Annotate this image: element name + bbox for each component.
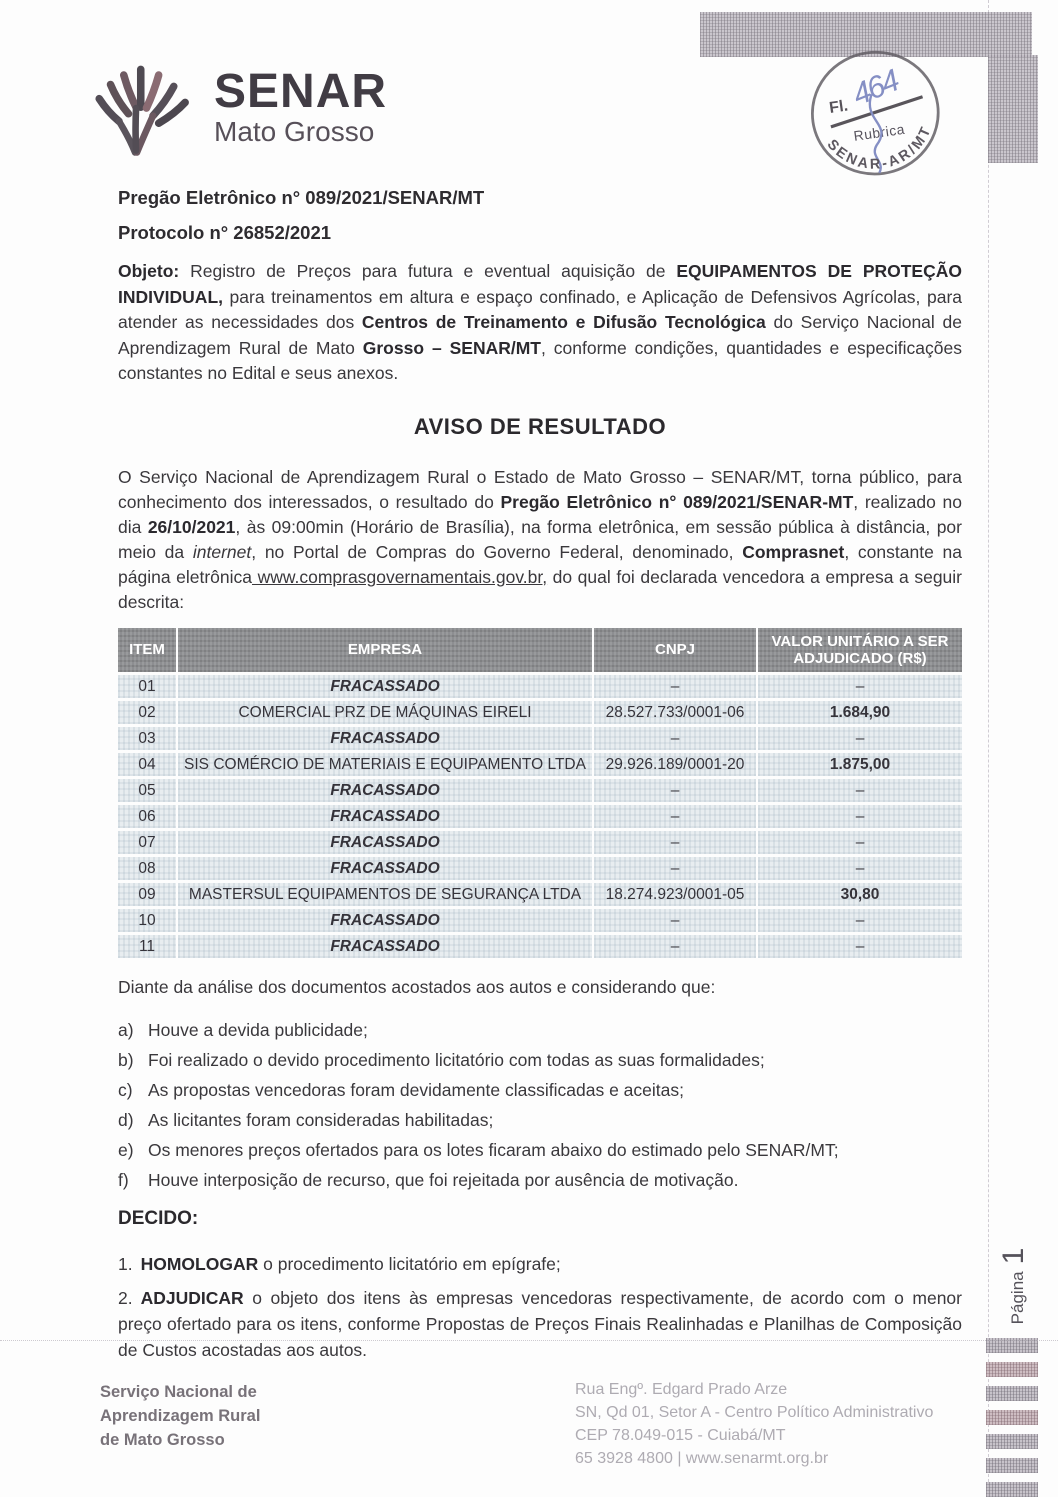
valor-cell: 30,80 xyxy=(758,883,962,906)
item-cell: 08 xyxy=(118,857,176,880)
valor-cell: 1.684,90 xyxy=(758,701,962,724)
table-row xyxy=(118,857,962,880)
pregao-header-line: Pregão Eletrônico n° 089/2021/SENAR/MT xyxy=(118,187,485,208)
cnpj-cell: – xyxy=(594,831,756,854)
empresa-cell: FRACASSADO xyxy=(178,779,592,802)
scan-artifact-bars xyxy=(986,1338,1038,1497)
valor-cell: – xyxy=(758,779,962,802)
item-cell: 06 xyxy=(118,805,176,828)
item-cell: 03 xyxy=(118,727,176,750)
stamp-handwritten-number: 464 xyxy=(847,62,903,113)
cnpj-cell: – xyxy=(594,857,756,880)
valor-cell: – xyxy=(758,935,962,958)
results-table xyxy=(116,625,964,961)
item-cell: 09 xyxy=(118,883,176,906)
decision-item: 1. HOMOLOGAR o procedimento licitatório em epígrafe; xyxy=(118,1254,561,1274)
table-row xyxy=(118,701,962,724)
table-row xyxy=(118,753,962,776)
empresa-cell: FRACASSADO xyxy=(178,909,592,932)
table-row xyxy=(118,935,962,958)
empresa-cell: MASTERSUL EQUIPAMENTOS DE SEGURANÇA LTDA xyxy=(178,883,592,906)
item-cell: 05 xyxy=(118,779,176,802)
consideration-item: c) As propostas vencedoras foram devidamente classificadas e aceitas; xyxy=(118,1080,684,1100)
empresa-cell: FRACASSADO xyxy=(178,805,592,828)
decido-heading: DECIDO: xyxy=(118,1208,199,1229)
valor-cell: – xyxy=(758,805,962,828)
empresa-cell: FRACASSADO xyxy=(178,675,592,698)
empresa-cell: FRACASSADO xyxy=(178,727,592,750)
page-number-value: 1 xyxy=(997,1247,1030,1265)
stamp-org-arc-text: SENAR-AR/MT xyxy=(823,122,936,173)
table-row xyxy=(118,883,962,906)
cnpj-cell: 18.274.923/0001-05 xyxy=(594,883,756,906)
protocolo-header-line: Protocolo n° 26852/2021 xyxy=(118,222,332,243)
table-row xyxy=(118,727,962,750)
consideration-item: b) Foi realizado o devido procedimento licitatório com todas as suas formalidades; xyxy=(118,1050,765,1070)
item-cell: 01 xyxy=(118,675,176,698)
valor-cell: – xyxy=(758,909,962,932)
consideration-item: a) Houve a devida publicidade; xyxy=(118,1020,368,1040)
consideration-item: d) As licitantes foram consideradas habilitadas; xyxy=(118,1110,494,1130)
empresa-cell: FRACASSADO xyxy=(178,857,592,880)
cnpj-cell: 29.926.189/0001-20 xyxy=(594,753,756,776)
decision-item: 2. ADJUDICAR o objeto dos itens às empresas vencedoras respectivamente, de acordo com o menor preço ofertado para os itens, conforme Propostas de Preços Finais Realinhadas e Planilhas de Composição de Custos acostadas aos autos. xyxy=(118,1288,962,1360)
logo-subtitle: Mato Grosso xyxy=(214,116,375,147)
col-header-empresa: EMPRESA xyxy=(178,628,592,672)
page-number xyxy=(988,1232,1040,1340)
item-cell: 10 xyxy=(118,909,176,932)
valor-cell: – xyxy=(758,857,962,880)
cnpj-cell: – xyxy=(594,675,756,698)
objeto-paragraph: Objeto: Registro de Preços para futura e eventual aquisição de EQUIPAMENTOS DE PROTEÇÃO INDIVIDUAL, para treinamentos em altura e espaço confinado, e Aplicação de Defensivos Agrícolas, para atender as necessidades dos Centros de Treinamento e Difusão Tecnológica do Serviço Nacional de Aprendizagem Rural de Mato Grosso – SENAR/MT, conforme condições, quantidades e especificações constantes no Edital e seus anexos. xyxy=(118,261,962,383)
considerations-intro: Diante da análise dos documentos acostados aos autos e considerando que: xyxy=(118,976,716,997)
empresa-cell: COMERCIAL PRZ DE MÁQUINAS EIRELI xyxy=(178,701,592,724)
col-header-item: ITEM xyxy=(118,628,176,672)
cnpj-cell: – xyxy=(594,909,756,932)
footer-address-block: Rua Engº. Edgard Prado Arze SN, Qd 01, Setor A - Centro Político Administrativo CEP 78.049-015 - Cuiabá/MT 65 3928 4800 | www.senarmt.org.br xyxy=(575,1381,934,1467)
col-header-cnpj: CNPJ xyxy=(594,628,756,672)
consideration-item: e) Os menores preços ofertados para os lotes ficaram abaixo do estimado pelo SENAR/MT; xyxy=(118,1140,839,1160)
footer-divider xyxy=(0,1340,1058,1341)
table-row xyxy=(118,831,962,854)
valor-cell: – xyxy=(758,831,962,854)
intro-paragraph: O Serviço Nacional de Aprendizagem Rural o Estado de Mato Grosso – SENAR/MT, torna público, para conhecimento dos interessados, o resultado do Pregão Eletrônico n° 089/2021/SENAR-MT, realizado no dia 26/10/2021, às 09:00min (Horário de Brasília), na forma eletrônica, em sessão pública à distância, por meio da internet, no Portal de Compras do Governo Federal, denominado, Comprasnet, constante na página eletrônica www.comprasgovernamentais.gov.br, do qual foi declarada vencedora a empresa a seguir descrita: xyxy=(118,466,963,612)
col-header-valor: VALOR UNITÁRIO A SER ADJUDICADO (R$) xyxy=(758,628,962,672)
empresa-cell: SIS COMÉRCIO DE MATERIAIS E EQUIPAMENTO LTDA xyxy=(178,753,592,776)
item-cell: 04 xyxy=(118,753,176,776)
cnpj-cell: – xyxy=(594,779,756,802)
page-number-word: Página xyxy=(1008,1271,1027,1325)
cnpj-cell: – xyxy=(594,805,756,828)
item-cell: 07 xyxy=(118,831,176,854)
table-row xyxy=(118,779,962,802)
footer-org-block: Serviço Nacional de Aprendizagem Rural de Mato Grosso xyxy=(100,1383,261,1449)
stamp-rubrica-label: Rubrica xyxy=(852,120,906,144)
valor-cell: 1.875,00 xyxy=(758,753,962,776)
document-title: AVISO DE RESULTADO xyxy=(413,413,667,439)
cnpj-cell: – xyxy=(594,727,756,750)
empresa-cell: FRACASSADO xyxy=(178,935,592,958)
item-cell: 02 xyxy=(118,701,176,724)
cnpj-cell: – xyxy=(594,935,756,958)
results-table-body xyxy=(118,675,962,958)
valor-cell: – xyxy=(758,727,962,750)
table-row xyxy=(118,909,962,932)
item-cell: 11 xyxy=(118,935,176,958)
table-header-row xyxy=(118,628,962,672)
logo-title: SENAR xyxy=(214,65,388,118)
valor-cell: – xyxy=(758,675,962,698)
table-row xyxy=(118,675,962,698)
table-row xyxy=(118,805,962,828)
stamp-fl-label: Fl. xyxy=(828,97,850,117)
document-content xyxy=(118,0,962,1363)
empresa-cell: FRACASSADO xyxy=(178,831,592,854)
scan-artifact-right xyxy=(988,55,1038,163)
cnpj-cell: 28.527.733/0001-06 xyxy=(594,701,756,724)
consideration-item: f) Houve interposição de recurso, que foi rejeitada por ausência de motivação. xyxy=(118,1170,739,1190)
